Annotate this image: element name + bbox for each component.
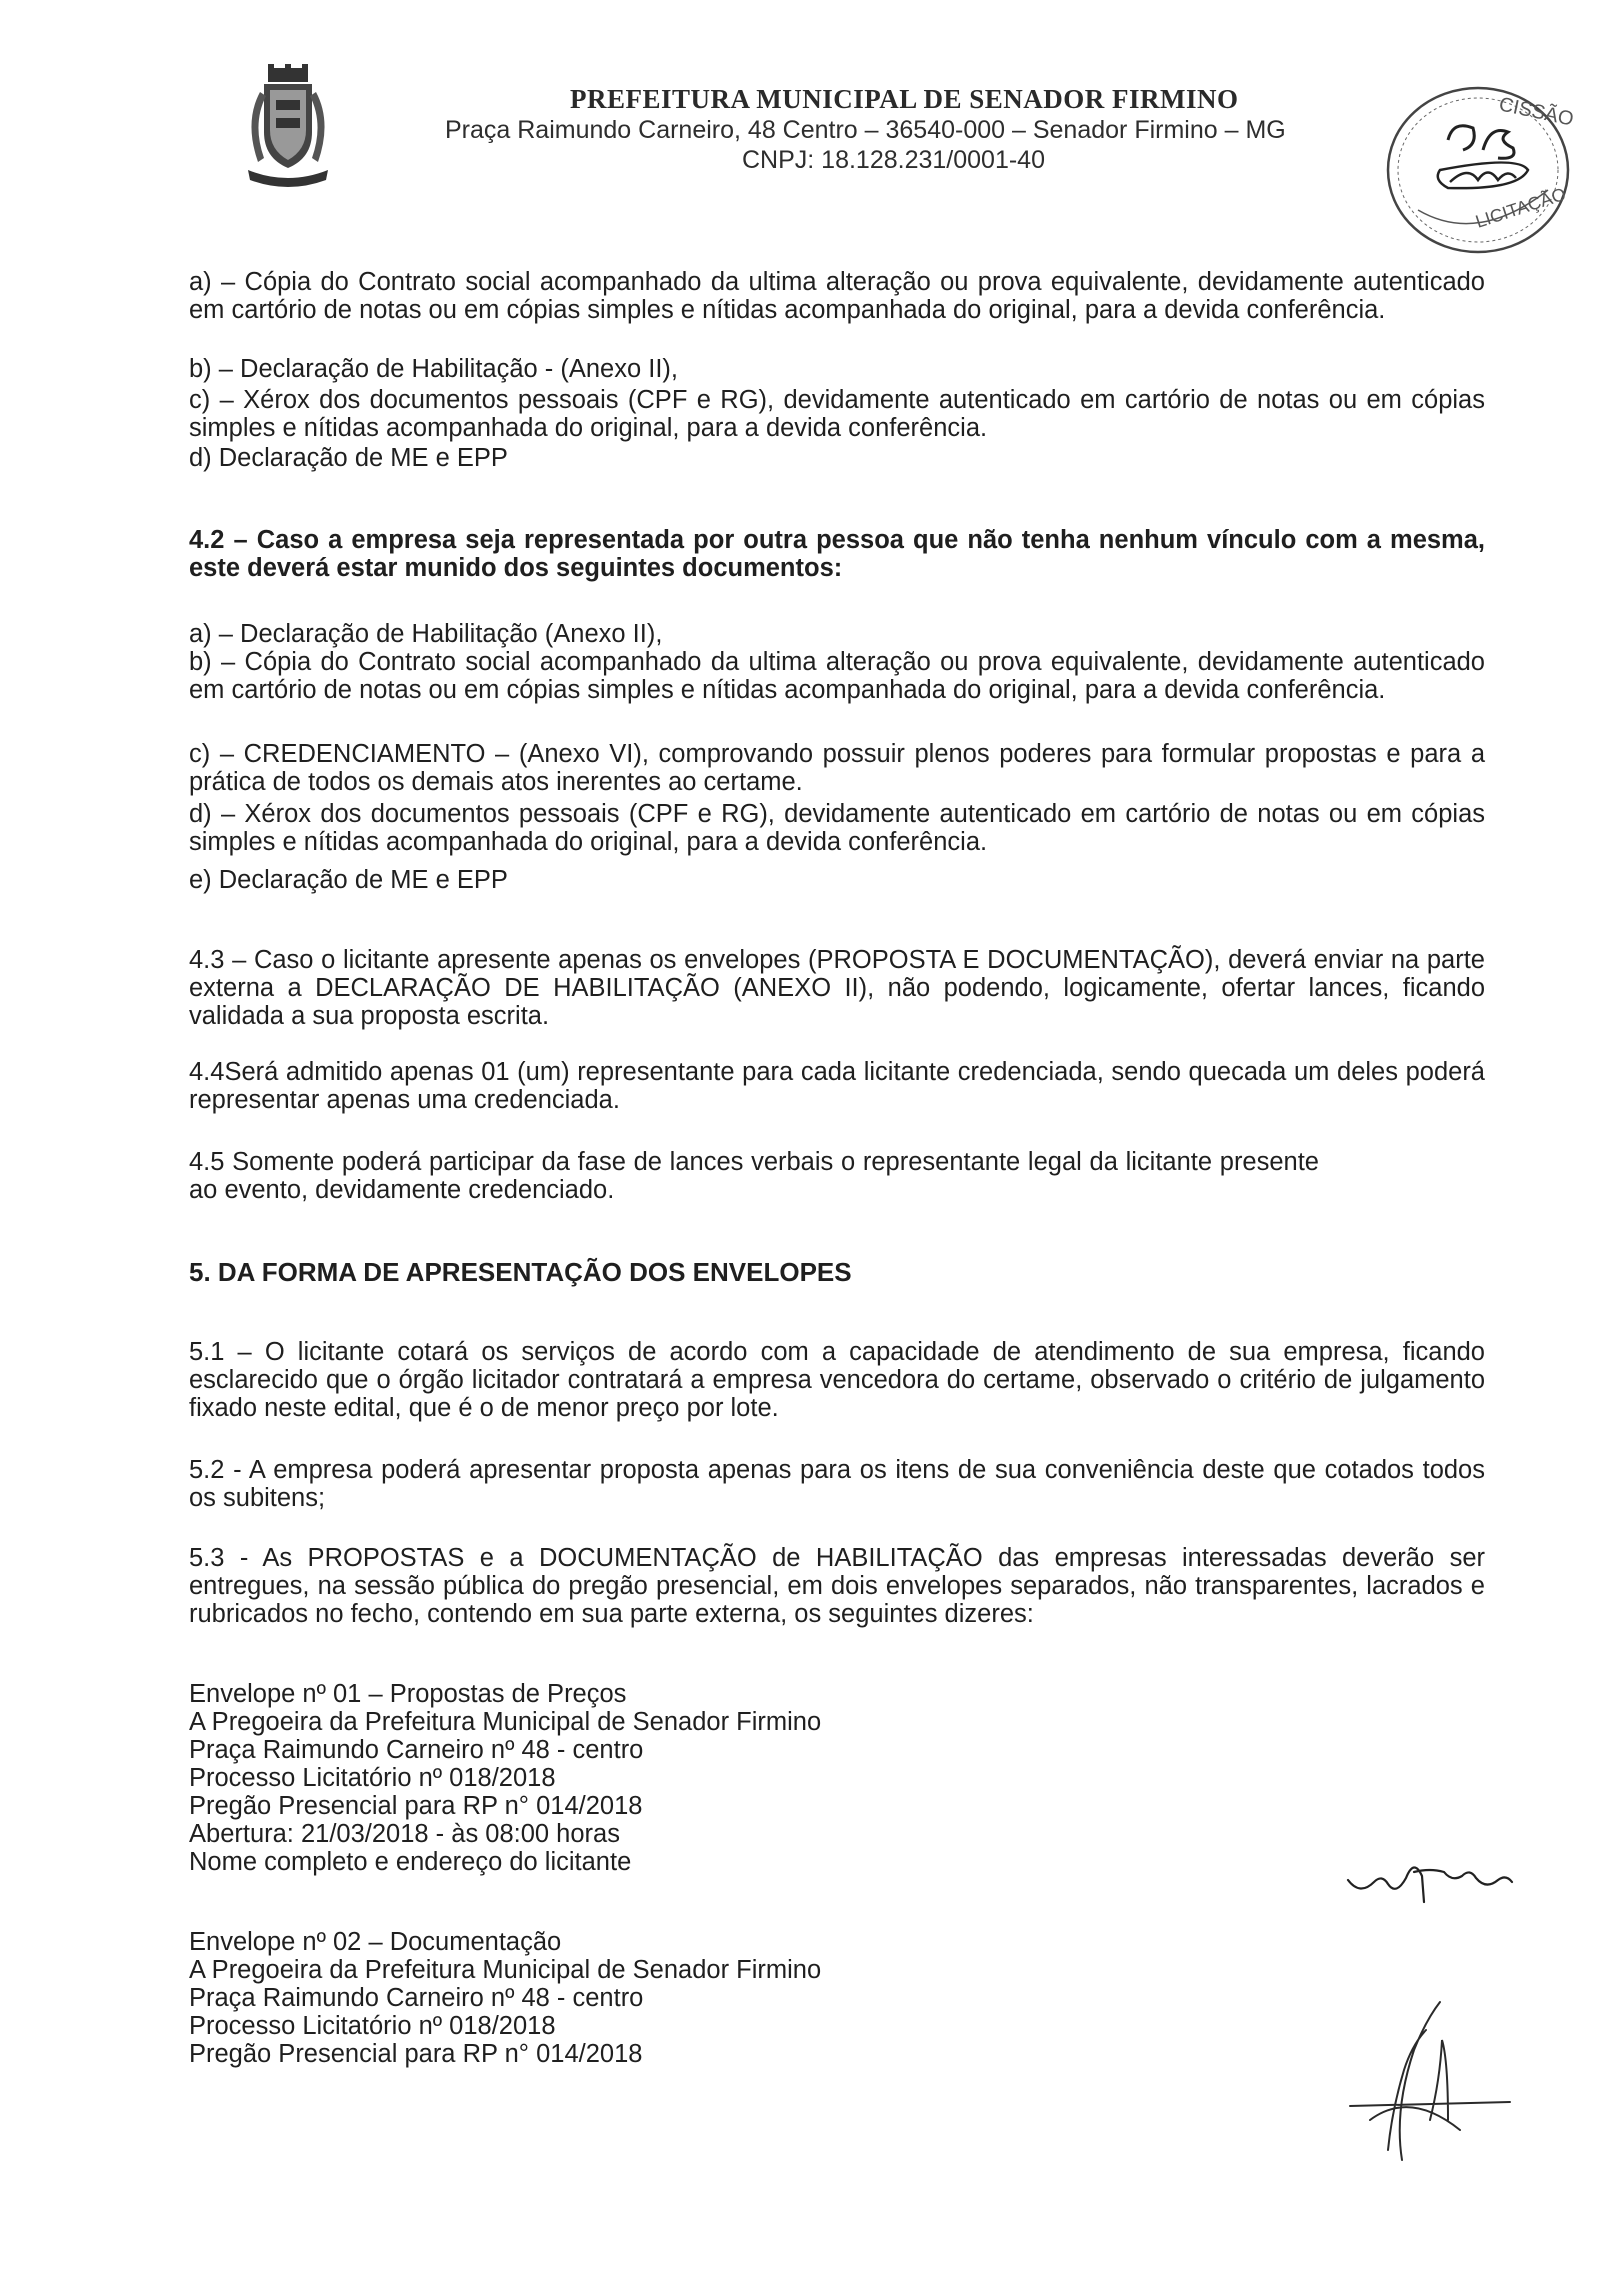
- section-5-1: 5.1 – O licitante cotará os serviços de acordo com a capacidade de atendimento de sua empresa, ficando esclarecido que o órgão licitador contratará a empresa vencedora do certame, observado o critério de julgamento fixado neste edital, que é o de menor preço por lote.: [189, 1338, 1485, 1422]
- envelope-2-line: A Pregoeira da Prefeitura Municipal de Senador Firmino: [189, 1956, 822, 1984]
- envelope-2-line: Envelope nº 02 – Documentação: [189, 1928, 562, 1956]
- item-4-1-d: d) Declaração de ME e EPP: [189, 444, 508, 472]
- commission-stamp: [1378, 70, 1578, 270]
- envelope-2-block: [189, 1928, 1485, 2068]
- svg-text:LICITAÇÃO: LICITAÇÃO: [1473, 183, 1569, 232]
- envelope-2-line: Praça Raimundo Carneiro nº 48 - centro: [189, 1984, 644, 2012]
- item-4-2-e: e) Declaração de ME e EPP: [189, 866, 508, 894]
- envelope-1-line: Envelope nº 01 – Propostas de Preços: [189, 1680, 627, 1708]
- envelope-1-line: Processo Licitatório nº 018/2018: [189, 1764, 556, 1792]
- section-4-2-intro: 4.2 – Caso a empresa seja representada por outra pessoa que não tenha nenhum vínculo com a mesma, este deverá estar munido dos seguintes documentos:: [189, 526, 1485, 582]
- header-cnpj: CNPJ: 18.128.231/0001-40: [742, 146, 1045, 174]
- envelope-2-line: Processo Licitatório nº 018/2018: [189, 2012, 556, 2040]
- municipal-crest-icon: [238, 62, 338, 194]
- header-address: Praça Raimundo Carneiro, 48 Centro – 36540-000 – Senador Firmino – MG: [445, 116, 1286, 144]
- svg-text:CISSÃO: CISSÃO: [1496, 93, 1576, 131]
- envelope-1-line: Pregão Presencial para RP n° 014/2018: [189, 1792, 643, 1820]
- envelope-1-block: [189, 1680, 1485, 1876]
- handwritten-signature: [1340, 1838, 1520, 1918]
- handwritten-initials: [1330, 1990, 1520, 2170]
- envelope-1-line: Nome completo e endereço do licitante: [189, 1848, 632, 1876]
- item-4-2-b: b) – Cópia do Contrato social acompanhado da ultima alteração ou prova equivalente, devidamente autenticado em cartório de notas ou em cópias simples e nítidas acompanhada do original, para a devida conferência.: [189, 648, 1485, 704]
- section-5-heading: 5. DA FORMA DE APRESENTAÇÃO DOS ENVELOPES: [189, 1257, 852, 1287]
- item-4-2-a: a) – Declaração de Habilitação (Anexo II),: [189, 620, 663, 648]
- envelope-1-line: A Pregoeira da Prefeitura Municipal de Senador Firmino: [189, 1708, 822, 1736]
- section-4-4: 4.4Será admitido apenas 01 (um) representante para cada licitante credenciada, sendo quecada um deles poderá representar apenas uma credenciada.: [189, 1058, 1485, 1114]
- section-4-3: 4.3 – Caso o licitante apresente apenas os envelopes (PROPOSTA E DOCUMENTAÇÃO), deverá enviar na parte externa a DECLARAÇÃO DE HABILITAÇÃO (ANEXO II), não podendo, logicamente, ofertar lances, ficando validada a sua proposta escrita.: [189, 946, 1485, 1030]
- item-4-1-a: a) – Cópia do Contrato social acompanhado da ultima alteração ou prova equivalente, devidamente autenticado em cartório de notas ou em cópias simples e nítidas acompanhada do original, para a devida conferência.: [189, 268, 1485, 324]
- envelope-2-line: Pregão Presencial para RP n° 014/2018: [189, 2040, 643, 2068]
- section-4-5: 4.5 Somente poderá participar da fase de lances verbais o representante legal da licitante presente ao evento, devidamente credenciado.: [189, 1148, 1319, 1204]
- item-4-1-b: b) – Declaração de Habilitação - (Anexo II),: [189, 355, 678, 383]
- envelope-1-line: Abertura: 21/03/2018 - às 08:00 horas: [189, 1820, 620, 1848]
- envelope-1-line: Praça Raimundo Carneiro nº 48 - centro: [189, 1736, 644, 1764]
- item-4-2-c: c) – CREDENCIAMENTO – (Anexo VI), comprovando possuir plenos poderes para formular propostas e para a prática de todos os demais atos inerentes ao certame.: [189, 740, 1485, 796]
- section-5-3: 5.3 - As PROPOSTAS e a DOCUMENTAÇÃO de HABILITAÇÃO das empresas interessadas deverão ser entregues, na sessão pública do pregão presencial, em dois envelopes separados, não transparentes, lacrados e rubricados no fecho, contendo em sua parte externa, os seguintes dizeres:: [189, 1544, 1485, 1628]
- item-4-1-c: c) – Xérox dos documentos pessoais (CPF e RG), devidamente autenticado em cartório de notas ou em cópias simples e nítidas acompanhada do original, para a devida conferência.: [189, 386, 1485, 442]
- section-5-2: 5.2 - A empresa poderá apresentar proposta apenas para os itens de sua conveniência deste que cotados todos os subitens;: [189, 1456, 1485, 1512]
- header-title: PREFEITURA MUNICIPAL DE SENADOR FIRMINO: [570, 84, 1239, 114]
- item-4-2-d: d) – Xérox dos documentos pessoais (CPF e RG), devidamente autenticado em cartório de notas ou em cópias simples e nítidas acompanhada do original, para a devida conferência.: [189, 800, 1485, 856]
